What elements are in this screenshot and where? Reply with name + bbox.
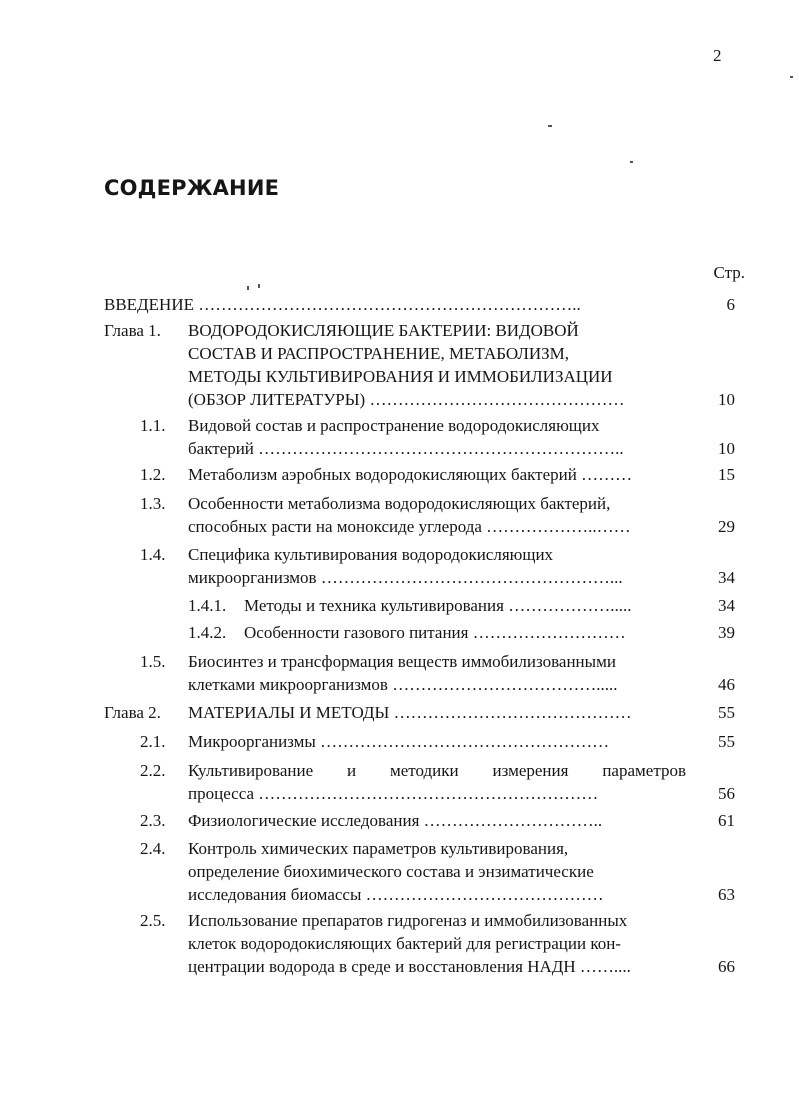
- toc-entry-line: Контроль химических параметров культивирования,: [188, 839, 569, 858]
- toc-entry-line: Специфика культивирования водородокисляющих: [188, 545, 554, 564]
- toc-entry-line: Особенности газового питания ………………………: [244, 623, 626, 642]
- toc-entry-number: Глава 2.: [104, 703, 161, 722]
- toc-entry-page: 66: [718, 957, 735, 976]
- toc-entry-line: Физиологические исследования …………………………..: [188, 811, 603, 830]
- page-number: 2: [713, 46, 722, 65]
- page-title: СОДЕРЖАНИЕ: [104, 176, 280, 200]
- toc-entry-page: 10: [718, 390, 735, 409]
- toc-entry-page: 34: [718, 596, 735, 615]
- toc-entry-number: 2.2.: [140, 761, 166, 780]
- toc-entry-page: 63: [718, 885, 735, 904]
- toc-entry-number: 1.4.2.: [188, 623, 227, 642]
- toc-entry-page: 55: [718, 732, 735, 751]
- toc-entry-line: Метаболизм аэробных водородокисляющих бактерий ………: [188, 465, 633, 484]
- toc-entry-number: 1.1.: [140, 416, 166, 435]
- toc-entry-page: 46: [718, 675, 735, 694]
- toc-entry-page: 61: [718, 811, 735, 830]
- toc-entry-line: (ОБЗОР ЛИТЕРАТУРЫ) ………………………………………: [188, 390, 625, 409]
- toc-entry-page: 34: [718, 568, 735, 587]
- scan-speck: [790, 76, 793, 78]
- toc-entry-line: МАТЕРИАЛЫ И МЕТОДЫ ……………………………………: [188, 703, 632, 722]
- toc-entry-number: 1.2.: [140, 465, 166, 484]
- toc-entry-line: Культивирование и методики измерения параметров: [188, 761, 686, 780]
- toc-entry-line: Методы и техника культивирования ……………….....: [244, 596, 632, 615]
- toc-entry-line: Видовой состав и распространение водородокисляющих: [188, 416, 600, 435]
- toc-entry-line: процесса ……………………………………………………: [188, 784, 599, 803]
- scan-speck: [247, 286, 249, 290]
- scan-speck: [548, 125, 552, 127]
- toc-entry-line: МЕТОДЫ КУЛЬТИВИРОВАНИЯ И ИММОБИЛИЗАЦИИ: [188, 367, 613, 386]
- toc-entry-line: Использование препаратов гидрогеназ и иммобилизованных: [188, 911, 628, 930]
- scan-speck: [630, 161, 633, 163]
- toc-entry-number: 2.1.: [140, 732, 166, 751]
- toc-entry-line: центрации водорода в среде и восстановления НАДН ……....: [188, 957, 631, 976]
- page-column-header: Стр.: [713, 263, 745, 282]
- toc-entry-page: 39: [718, 623, 735, 642]
- toc-entry-number: 2.3.: [140, 811, 166, 830]
- toc-entry-line: клетками микроорганизмов ……………………………….....: [188, 675, 618, 694]
- toc-entry-page: 55: [718, 703, 735, 722]
- toc-entry-number: Глава 1.: [104, 321, 161, 340]
- toc-entry-line: Биосинтез и трансформация веществ иммобилизованными: [188, 652, 616, 671]
- toc-entry-page: 6: [726, 295, 735, 314]
- toc-entry-number: 1.5.: [140, 652, 166, 671]
- toc-entry-number: 1.4.1.: [188, 596, 227, 615]
- toc-entry-line: определение биохимического состава и энзиматические: [188, 862, 594, 881]
- toc-entry-number: 2.4.: [140, 839, 166, 858]
- toc-entry-line: ВОДОРОДОКИСЛЯЮЩИЕ БАКТЕРИИ: ВИДОВОЙ: [188, 321, 579, 340]
- scan-speck: [258, 284, 260, 288]
- toc-entry-line: способных расти на моноксиде углерода ………………..……: [188, 517, 631, 536]
- toc-entry-line: микроорганизмов ……………………………………………...: [188, 568, 623, 587]
- toc-entry-line: Микроорганизмы ……………………………………………: [188, 732, 610, 751]
- toc-entry-page: 56: [718, 784, 735, 803]
- toc-entry-page: 10: [718, 439, 735, 458]
- toc-entry-page: 15: [718, 465, 735, 484]
- toc-entry-line: клеток водородокисляющих бактерий для регистрации кон-: [188, 934, 621, 953]
- toc-entry-page: 29: [718, 517, 735, 536]
- toc-entry-number: 1.3.: [140, 494, 166, 513]
- toc-entry-number: 1.4.: [140, 545, 166, 564]
- toc-entry-line: исследования биомассы ……………………………………: [188, 885, 604, 904]
- toc-entry-line: СОСТАВ И РАСПРОСТРАНЕНИЕ, МЕТАБОЛИЗМ,: [188, 344, 570, 363]
- toc-entry-number: 2.5.: [140, 911, 166, 930]
- toc-entry-line: Особенности метаболизма водородокисляющих бактерий,: [188, 494, 611, 513]
- toc-entry-line: бактерий ………………………………………………………..: [188, 439, 624, 458]
- toc-entry-line: ВВЕДЕНИЕ …………………………………………………………..: [104, 295, 581, 314]
